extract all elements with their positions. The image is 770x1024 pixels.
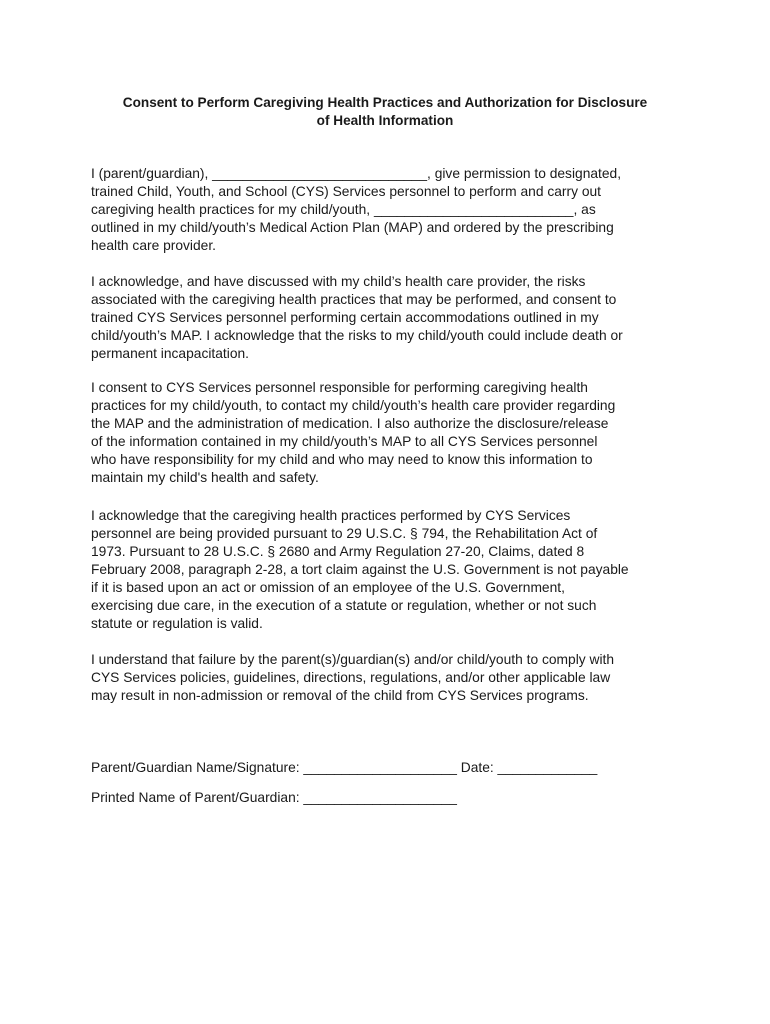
text-line: CYS Services policies, guidelines, directions, regulations, and/or other applicable law xyxy=(91,670,611,685)
text-line: I acknowledge, and have discussed with my child’s health care provider, the risks xyxy=(91,274,586,289)
paragraph-permission xyxy=(91,165,691,255)
text-line: personnel are being provided pursuant to 29 U.S.C. § 794, the Rehabilitation Act of xyxy=(91,526,598,541)
printed-name-line[interactable]: Printed Name of Parent/Guardian: ____________________ xyxy=(91,790,457,805)
title-line: Consent to Perform Caregiving Health Practices and Authorization for Disclosure xyxy=(122,95,648,110)
paragraph-compliance xyxy=(91,651,691,705)
text-line: associated with the caregiving health practices that may be performed, and consent to xyxy=(91,292,617,307)
text-line: may result in non-admission or removal of the child from CYS Services programs. xyxy=(91,688,589,703)
text-line: February 2008, paragraph 2-28, a tort claim against the U.S. Government is not payable xyxy=(91,562,629,577)
text-line: if it is based upon an act or omission of an employee of the U.S. Government, xyxy=(91,580,565,595)
paragraph-risks xyxy=(91,273,691,363)
text-line: trained CYS Services personnel performing certain accommodations outlined in my xyxy=(91,310,599,325)
text-line: permanent incapacitation. xyxy=(91,346,249,361)
text-line: I understand that failure by the parent(s)/guardian(s) and/or child/youth to comply with xyxy=(91,652,615,667)
text-line: caregiving health practices for my child/youth, __________________________, as xyxy=(91,202,596,217)
text-line: trained Child, Youth, and School (CYS) Services personnel to perform and carry out xyxy=(91,184,601,199)
document-title xyxy=(80,94,690,130)
text-line: child/youth’s MAP. I acknowledge that the risks to my child/youth could include death or xyxy=(91,328,623,343)
text-line: exercising due care, in the execution of a statute or regulation, whether or not such xyxy=(91,598,597,613)
signature-date-line[interactable]: Parent/Guardian Name/Signature: ____________________ Date: _____________ xyxy=(91,760,598,775)
text-line: the MAP and the administration of medication. I also authorize the disclosure/release xyxy=(91,416,609,431)
text-line: I (parent/guardian), ____________________________, give permission to designated, xyxy=(91,166,622,181)
text-line: practices for my child/youth, to contact my child/youth’s health care provider regarding xyxy=(91,398,616,413)
title-line: of Health Information xyxy=(316,113,454,128)
text-line: of the information contained in my child/youth’s MAP to all CYS Services personnel xyxy=(91,434,598,449)
paragraph-disclosure xyxy=(91,379,691,487)
paragraph-legal xyxy=(91,507,691,633)
text-line: I acknowledge that the caregiving health practices performed by CYS Services xyxy=(91,508,571,523)
text-line: outlined in my child/youth’s Medical Action Plan (MAP) and ordered by the prescribing xyxy=(91,220,614,235)
text-line: statute or regulation is valid. xyxy=(91,616,263,631)
text-line: I consent to CYS Services personnel responsible for performing caregiving health xyxy=(91,380,588,395)
text-line: health care provider. xyxy=(91,238,217,253)
text-line: 1973. Pursuant to 28 U.S.C. § 2680 and Army Regulation 27-20, Claims, dated 8 xyxy=(91,544,585,559)
text-line: maintain my child's health and safety. xyxy=(91,470,319,485)
text-line: who have responsibility for my child and who may need to know this information to xyxy=(91,452,593,467)
